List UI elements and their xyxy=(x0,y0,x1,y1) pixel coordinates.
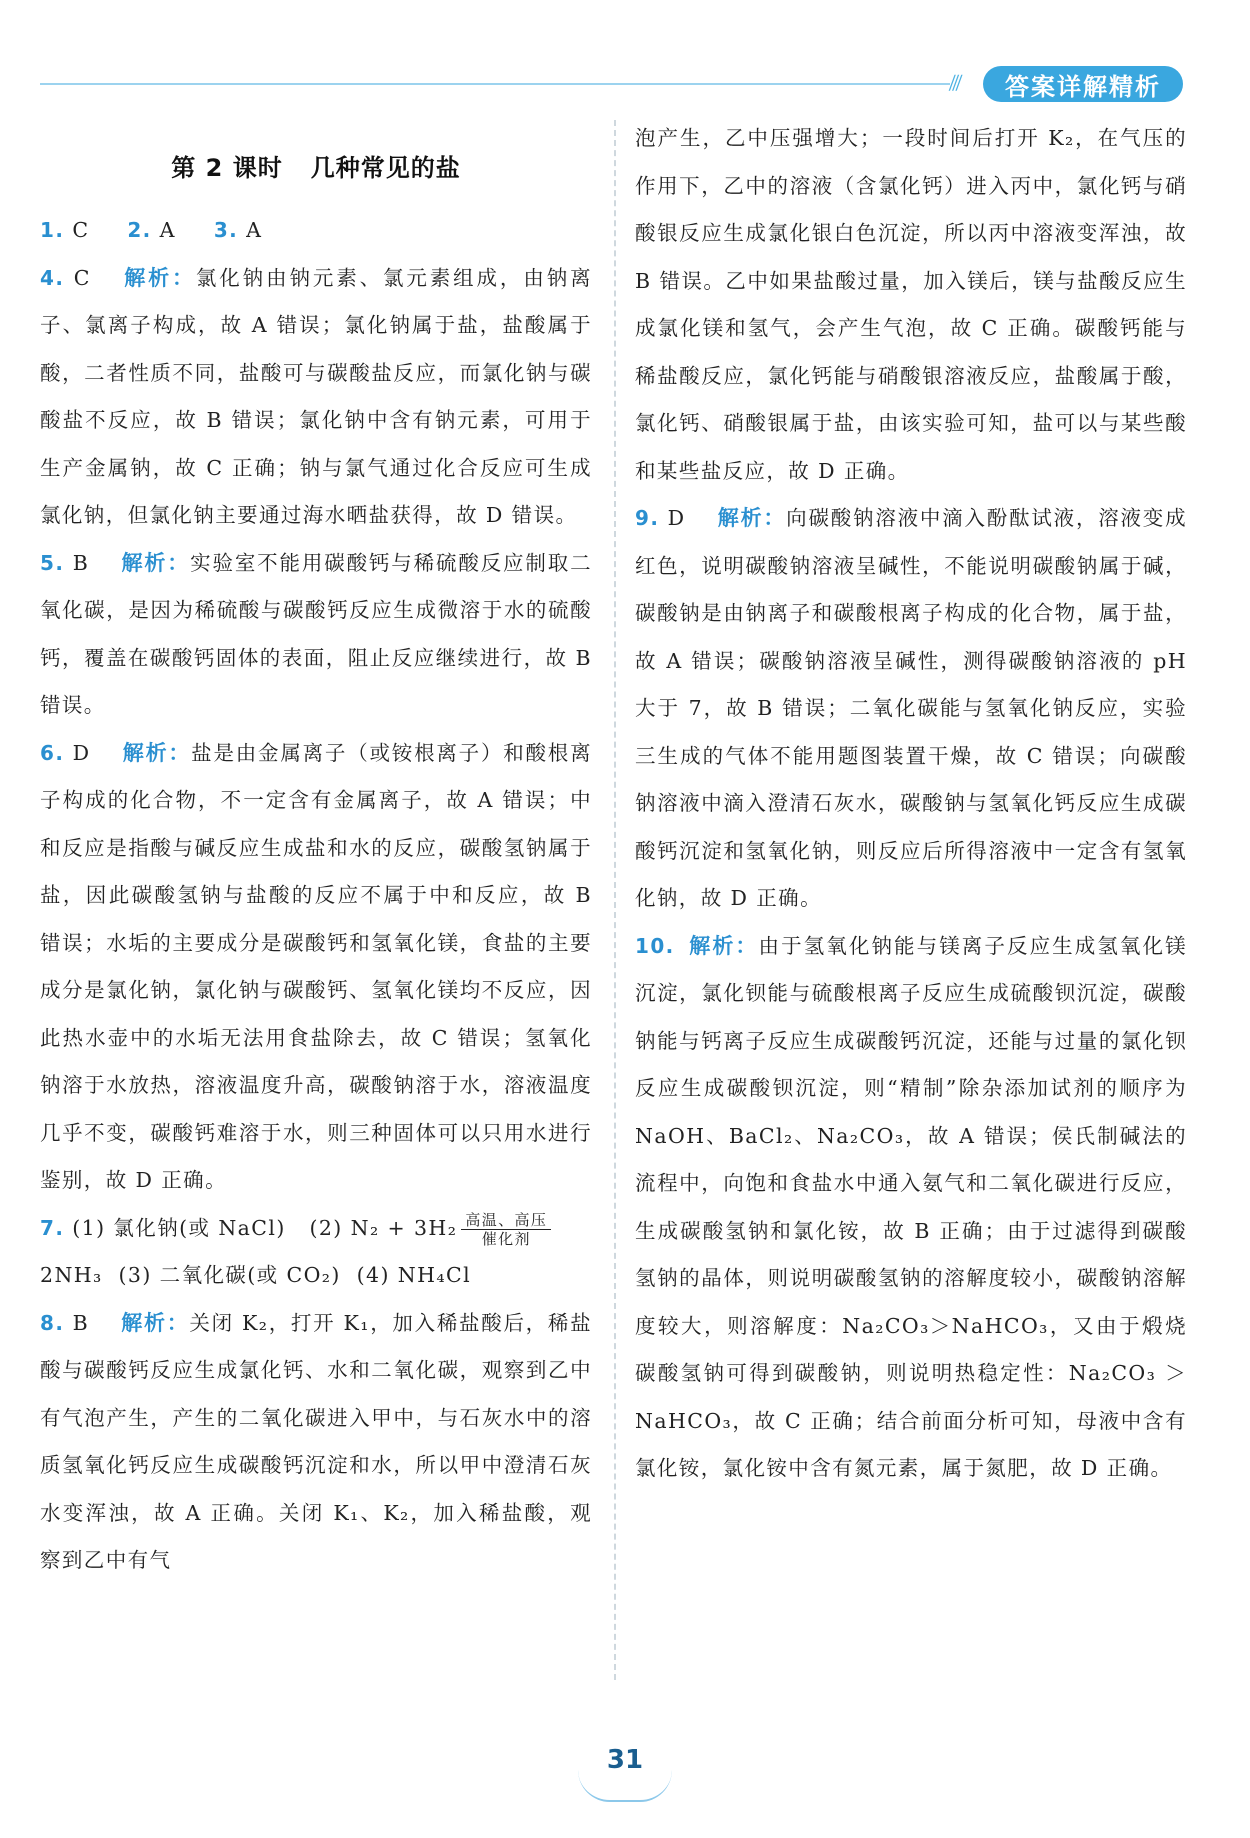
answer-item-9 xyxy=(635,495,1187,923)
question-number: 1. xyxy=(40,218,65,242)
answer-choice: A xyxy=(159,218,176,242)
question-number: 4. xyxy=(40,265,65,290)
reaction-conditions xyxy=(461,1211,551,1248)
explanation-text: 由于氢氧化钠能与镁离子反应生成氢氧化镁沉淀，氯化钡能与硫酸根离子反应生成硫酸钡沉淀，碳酸钠能与钙离子反应生成碳酸钙沉淀，还能与过量的氯化钡反应生成碳酸钡沉淀，则“精制”除杂添加试剂的顺序为 NaOH、BaCl₂、Na₂CO₃，故 A 错误；侯氏制碱法的流程中，向饱和食盐水中通入氨气和二氧化碳进行反应，生成碳酸氢钠和氯化铵，故 B 正确；由于过滤得到碳酸氢钠的晶体，则说明碳酸氢钠的溶解度较小，碳酸钠溶解度较大，则溶解度：Na₂CO₃＞NaHCO₃，又由于煅烧碳酸氢钠可得到碳酸钠，则说明热稳定性：Na₂CO₃ ＞ NaHCO₃，故 C 正确；结合前面分析可知，母液中含有氯化铵，氯化铵中含有氮元素，属于氮肥，故 D 正确。 xyxy=(635,933,1187,1480)
explanation-text: 实验室不能用碳酸钙与稀硫酸反应制取二氧化碳，是因为稀硫酸与碳酸钙反应生成微溶于水的硫酸钙，覆盖在碳酸钙固体的表面，阻止反应继续进行，故 B 错误。 xyxy=(40,550,592,717)
question-number: 5. xyxy=(40,550,65,575)
answer-choice: B xyxy=(72,1310,90,1335)
answer-part-2-reactants: (2) N₂ + 3H₂ xyxy=(309,1215,458,1240)
question-number: 3. xyxy=(213,218,239,242)
question-number: 6. xyxy=(40,740,65,765)
explanation-label: 解析： xyxy=(121,1310,190,1335)
header-rule xyxy=(40,83,950,85)
answer-item-8 xyxy=(40,1300,592,1585)
header-badge: 答案详解精析 xyxy=(983,66,1183,102)
answer-choice: C xyxy=(73,265,91,290)
question-number: 2. xyxy=(127,218,152,242)
header-decoration: ||| xyxy=(946,72,964,91)
answer-item-7 xyxy=(40,1205,592,1300)
explanation-label: 解析： xyxy=(121,550,191,575)
page-number: 31 xyxy=(606,1745,644,1775)
explanation-label: 解析： xyxy=(717,506,787,530)
explanation-label: 解析： xyxy=(122,740,192,765)
answer-item-5 xyxy=(40,540,592,730)
answer-part-2-product: 2NH₃ xyxy=(40,1263,103,1287)
section-title-lesson: 第 2 课时 xyxy=(171,154,283,182)
answers-1-3 xyxy=(40,207,592,255)
explanation-text: 关闭 K₂，打开 K₁，加入稀盐酸后，稀盐酸与碳酸钙反应生成氯化钙、水和二氧化碳，观察到乙中有气泡产生，产生的二氧化碳进入甲中，与石灰水中的溶质氢氧化钙反应生成碳酸钙沉淀和水，所以甲中澄清石灰水变浑浊，故 A 正确。关闭 K₁、K₂，加入稀盐酸，观察到乙中有气 xyxy=(40,1310,593,1572)
answer-item-10 xyxy=(635,923,1187,1493)
left-column xyxy=(40,115,592,1585)
answer-part-3: (3) 二氧化碳(或 CO₂) xyxy=(118,1263,341,1287)
column-divider xyxy=(614,120,616,1680)
question-number: 7. xyxy=(40,1215,65,1240)
answer-choice: D xyxy=(667,506,686,530)
right-column xyxy=(635,115,1187,1493)
answer-choice: A xyxy=(246,218,263,242)
answer-item-4 xyxy=(40,255,592,540)
explanation-text: 氯化钠由钠元素、氯元素组成，由钠离子、氯离子构成，故 A 错误；氯化钠属于盐，盐酸属于酸，二者性质不同，盐酸可与碳酸盐反应，而氯化钠与碳酸盐不反应，故 B 错误；氯化钠中含有钠元素，可用于生产金属钠，故 C 正确；钠与氯气通过化合反应可生成氯化钠，但氯化钠主要通过海水晒盐获得，故 D 错误。 xyxy=(40,265,592,527)
answer-item-8-continued: 泡产生，乙中压强增大；一段时间后打开 K₂，在气压的作用下，乙中的溶液（含氯化钙）进入丙中，氯化钙与硝酸银反应生成氯化银白色沉淀，所以丙中溶液变浑浊，故 B 错误。乙中如果盐酸过量，加入镁后，镁与盐酸反应生成氯化镁和氢气，会产生气泡，故 C 正确。碳酸钙能与稀盐酸反应，氯化钙能与硝酸银溶液反应，盐酸属于酸，氯化钙、硝酸银属于盐，由该实验可知，盐可以与某些酸和某些盐反应，故 D 正确。 xyxy=(635,126,1187,483)
explanation-label: 解析： xyxy=(689,933,759,958)
question-number: 9. xyxy=(635,506,660,530)
answer-part-4: (4) NH₄Cl xyxy=(356,1263,472,1287)
explanation-text: 盐是由金属离子（或铵根离子）和酸根离子构成的化合物，不一定含有金属离子，故 A 错误；中和反应是指酸与碱反应生成盐和水的反应，碳酸氢钠属于盐，因此碳酸氢钠与盐酸的反应不属于中和反应，故 B 错误；水垢的主要成分是碳酸钙和氢氧化镁，食盐的主要成分是氯化钠，氯化钠与碳酸钙、氢氧化镁均不反应，因此热水壶中的水垢无法用食盐除去，故 C 错误；氢氧化钠溶于水放热，溶液温度升高，碳酸钠溶于水，溶液温度几乎不变，碳酸钙难溶于水，则三种固体可以只用水进行鉴别，故 D 正确。 xyxy=(40,740,592,1192)
question-number: 10. xyxy=(635,933,675,958)
reaction-condition-top: 高温、高压 xyxy=(461,1211,551,1230)
section-title xyxy=(40,148,592,183)
answer-choice: C xyxy=(72,218,90,242)
answer-choice: D xyxy=(72,740,91,765)
explanation-text: 向碳酸钠溶液中滴入酚酞试液，溶液变成红色，说明碳酸钠溶液呈碱性，不能说明碳酸钠属于碱，碳酸钠是由钠离子和碳酸根离子构成的化合物，属于盐，故 A 错误；碳酸钠溶液呈碱性，测得碳酸钠溶液的 pH 大于 7，故 B 错误；二氧化碳能与氢氧化钠反应，实验三生成的气体不能用题图装置干燥，故 C 错误；向碳酸钠溶液中滴入澄清石灰水，碳酸钠与氢氧化钙反应生成碳酸钙沉淀和氢氧化钠，则反应后所得溶液中一定含有氢氧化钠，故 D 正确。 xyxy=(635,506,1187,910)
section-title-topic: 几种常见的盐 xyxy=(310,154,461,182)
answer-part-1: (1) 氯化钠(或 NaCl) xyxy=(72,1215,286,1240)
answer-item-6 xyxy=(40,730,592,1205)
question-number: 8. xyxy=(40,1310,65,1335)
explanation-label: 解析： xyxy=(124,265,196,290)
answer-choice: B xyxy=(72,550,90,575)
reaction-condition-bottom: 催化剂 xyxy=(481,1229,531,1248)
page-number-decoration xyxy=(578,1770,672,1802)
